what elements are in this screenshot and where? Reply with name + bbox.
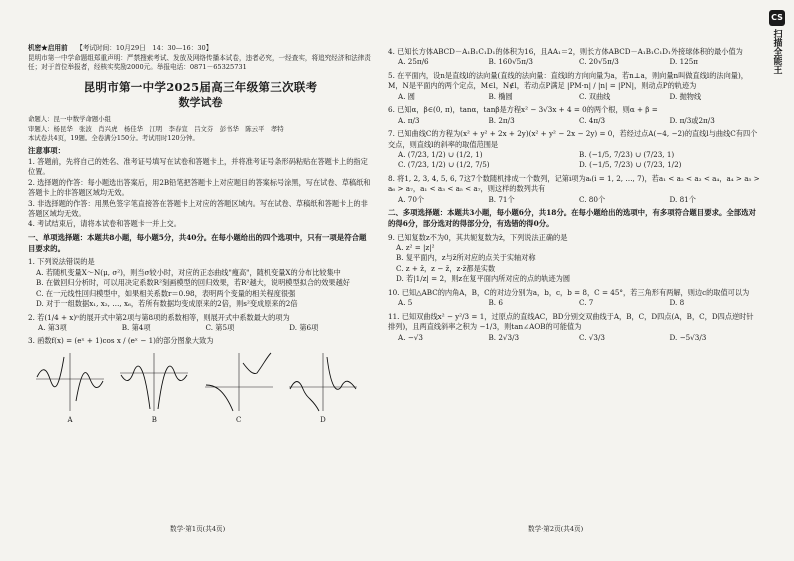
question-stem: 5. 在平面内，设n是直线l的法向量(直线的法向量：直线l的方向向量为a，若n⊥a，则向量n叫做直线l的法向量)，M，N是平面内的两个定点，M∈l，N∉l，若动点P满足 |PM·n| / |n| = |PN|，则动点P的轨迹为 <box>388 70 748 91</box>
question-10 <box>388 288 760 309</box>
option-a: A. z² = |z|² <box>396 243 435 253</box>
option-d: D. −5√3/3 <box>669 332 707 342</box>
option-d: D. 8 <box>669 298 685 308</box>
graph-a-figure <box>34 349 106 415</box>
scanner-watermark <box>766 10 788 90</box>
reviewers-line: 审题人：杨昆华 张波 肖兴虎 杨佳华 江明 李春宣 吕文芬 彭书华 陈云平 孝特 <box>28 124 284 133</box>
header-line <box>28 44 373 54</box>
option-c: C. 双曲线 <box>579 91 611 101</box>
option-a: A. 5 <box>398 298 413 308</box>
option-a: A. (7/23, 1/2) ∪ (1/2, 1) <box>398 149 483 159</box>
question-stem: 8. 将1, 2, 3, 4, 5, 6, 7这7个数随机排成一个数列，记第i项为aᵢ(i = 1, 2, …, 7)，若a₁ < a₂ < a₃ < a₄，a₄ > a₅ > a₆ > a₇，a₁ < a₃ < a₅ < a₇，则这样的数列共有 <box>388 173 760 194</box>
graph-label: D <box>320 415 326 424</box>
options <box>388 195 760 205</box>
question-stem: 11. 已知双曲线x² − y²/3 = 1，过原点的直线AC，BD分别交双曲线于A，B，C，D四点(A，B，C，D四点逆时针排列)，且两直线斜率之积为 −1/3，则tan∠AOB的可能值为 <box>388 311 754 332</box>
option-b: B. 在做回归分析时，可以用决定系数R²刻画模型的回归效果，若R²越大，说明模型拟合的效果越好 <box>36 278 350 288</box>
option-c: C. 80个 <box>579 194 606 204</box>
option-b: B. 71个 <box>488 194 515 204</box>
question-stem: 7. 已知曲线C的方程为(x² + y² + 2x + 2y)(x² + y² − 2x − 2y) = 0，若经过点A(−4, −2)的直线l与曲线C有四个交点，则直线l的斜率的取值范围是 <box>388 129 758 149</box>
section-heading: 一、单项选择题：本题共8小题，每小题5分，共40分。在每小题给出的四个选项中，只有一项是符合题目要求的。 <box>28 232 367 253</box>
question-7 <box>388 129 760 171</box>
option-b: B. 复平面内，z与z̄所对应的点关于实轴对称 <box>396 253 536 263</box>
option-a: A. π/3 <box>398 115 420 125</box>
notes-heading: 注意事项： <box>28 146 65 156</box>
option-b: B. 160√5π/3 <box>488 57 533 67</box>
note-item: 4. 考试结束后，请将本试卷和答题卡一并上交。 <box>28 219 181 229</box>
question-11 <box>388 312 760 343</box>
authors-line: 命题人：昆一中数学命题小组 <box>28 115 112 124</box>
option-d: D. 抛物线 <box>669 91 702 101</box>
option-d: D. 第6项 <box>289 322 319 332</box>
question-5 <box>388 71 760 102</box>
option-a: A. 圆 <box>398 91 415 101</box>
graph-c-figure <box>203 349 275 415</box>
secret-label: 机密★启用前 <box>28 44 68 52</box>
option-b: B. 6 <box>488 298 503 308</box>
options <box>388 57 760 67</box>
question-stem: 6. 已知α，β∈(0, π)，tanα，tanβ是方程x² − 3√3x + 4 = 0的两个根，则α + β = <box>388 105 658 115</box>
exam-time: 【考试时间：10月29日 14：30—16：30】 <box>76 44 213 52</box>
option-d: D. π/3或2π/3 <box>669 115 715 125</box>
question-stem: 1. 下列说法错误的是 <box>28 257 95 267</box>
question-stem: 9. 已知复数z不为0，其共轭复数为z̄，下列说法正确的是 <box>388 232 568 242</box>
page-footer-right: 数学·第2页(共4页) <box>528 525 584 533</box>
option-d: D. 81个 <box>669 194 696 204</box>
option-a: A. 25π/6 <box>398 57 429 67</box>
question-stem: 10. 已知△ABC的内角A，B，C的对边分别为a，b，c，b = 8，C = 45°，若三角形有两解，则边c的取值可以为 <box>388 287 750 297</box>
option-a: A. 70个 <box>398 194 425 204</box>
graph-option-c <box>203 349 275 425</box>
camscanner-logo-icon: CS <box>769 10 785 26</box>
question-stem: 3. 函数f(x) = (eˣ + 1)cos x / (eˣ − 1)的部分图象大致为 <box>28 336 214 346</box>
option-b: B. 第4项 <box>121 322 151 332</box>
question-6 <box>388 105 760 126</box>
note-item: 1. 答题前，先将自己的姓名、准考证号填写在试卷和答题卡上，并将准考证号条形码粘贴在答题卡上的指定位置。 <box>28 156 368 177</box>
options <box>388 92 760 102</box>
option-c: C. √3/3 <box>579 332 605 342</box>
note-item: 3. 非选择题的作答：用黑色签字笔直接答在答题卡上对应的答题区域内。写在试卷、草稿纸和答题卡上的非答题区域均无效。 <box>28 198 368 219</box>
option-b: B. 2√3/3 <box>488 332 520 342</box>
option-c: C. 7 <box>579 298 594 308</box>
graph-label: B <box>151 415 157 424</box>
option-c: C. (7/23, 1/2) ∪ (1/2, 7/5) <box>398 160 490 170</box>
option-b: B. 2π/3 <box>488 115 515 125</box>
option-a: A. 第3项 <box>38 322 67 332</box>
question-2 <box>28 313 373 334</box>
option-b: B. (−1/5, 7/23) ∪ (7/23, 1) <box>579 149 675 159</box>
question-4 <box>388 47 760 68</box>
option-a: A. 若随机变量X～N(μ, σ²)，则当σ较小时，对应的正态曲线"瘦高"，随机变量X的分布比较集中 <box>36 267 341 277</box>
option-a: A. −√3 <box>398 332 423 342</box>
graph-option-a <box>34 349 106 425</box>
options <box>28 323 373 333</box>
right-column <box>388 44 760 343</box>
question-1 <box>28 257 373 309</box>
question-stem: 4. 已知长方体ABCD－A₁B₁C₁D₁的体积为16，且AA₁＝2，则长方体ABCD－A₁B₁C₁D₁外接球体积的最小值为 <box>388 47 743 56</box>
option-d: D. 若|1/z| = 2，则z在复平面内所对应的点的轨迹为圆 <box>396 274 571 284</box>
option-d: D. 125π <box>669 57 699 67</box>
question-stem: 2. 若(1/4 + x)ⁿ的展开式中第2项与第8项的系数相等，则展开式中系数最大的项为 <box>28 312 290 322</box>
option-c: C. 第5项 <box>205 322 235 332</box>
option-d: D. (−1/5, 7/23) ∪ (7/23, 1/2) <box>579 160 682 170</box>
option-c: C. 4π/3 <box>579 115 606 125</box>
graph-option-b <box>118 349 190 425</box>
exam-info: 本试卷共4页，19题。全卷满分150分。考试用时120分钟。 <box>28 133 199 142</box>
note-item: 2. 选择题的作答：每小题选出答案后，用2B铅笔把答题卡上对应题目的答案标号涂黑，写在试卷、草稿纸和答题卡上的非答题区域均无效。 <box>28 177 371 198</box>
graph-options <box>28 349 373 425</box>
option-c: C. 20√5π/3 <box>579 57 619 67</box>
option-c: C. z + z̄，z − z̄，z·z̄都是实数 <box>396 263 496 273</box>
graph-d-figure <box>287 349 359 415</box>
options <box>388 116 760 126</box>
options <box>388 333 760 343</box>
watermark-text: 扫描全能王 <box>771 29 782 74</box>
question-3 <box>28 336 373 425</box>
option-b: B. 椭圆 <box>488 91 513 101</box>
section-heading: 二、多项选择题：本题共3小题，每小题6分，共18分。在每小题给出的选项中，有多项符合题目要求。全部选对的得6分，部分选对的得部分分，有选错的得0分。 <box>388 208 756 228</box>
options <box>388 150 760 171</box>
question-9 <box>388 233 760 285</box>
graph-label: C <box>235 415 242 424</box>
page-subtitle: 数学试卷 <box>178 96 223 110</box>
graph-b-figure <box>118 349 190 415</box>
option-d: D. 对于一组数据x₁, x₂, …, x₆，若所有数据均变成原来的2倍，则s²变成原来的2倍 <box>36 299 298 309</box>
options <box>388 298 760 308</box>
question-8 <box>388 174 760 205</box>
graph-label: A <box>67 415 73 424</box>
option-c: C. 在一元线性回归模型中，如果相关系数r＝0.98，表明两个变量的相关程度很强 <box>36 288 296 298</box>
page-title: 昆明市第一中学2025届高三年级第三次联考 <box>83 79 318 94</box>
page-footer-left: 数学·第1页(共4页) <box>170 525 226 533</box>
graph-option-d <box>287 349 359 425</box>
left-column <box>28 44 373 425</box>
statement: 昆明市第一中学命题组郑重声明：严禁搜索考试、发放及网络传播本试卷，违者必究，一经查实，将追究经济和法律责任；对于首位举报者，经核实奖励2000元。举报电话：0871－65325731 <box>28 53 371 72</box>
